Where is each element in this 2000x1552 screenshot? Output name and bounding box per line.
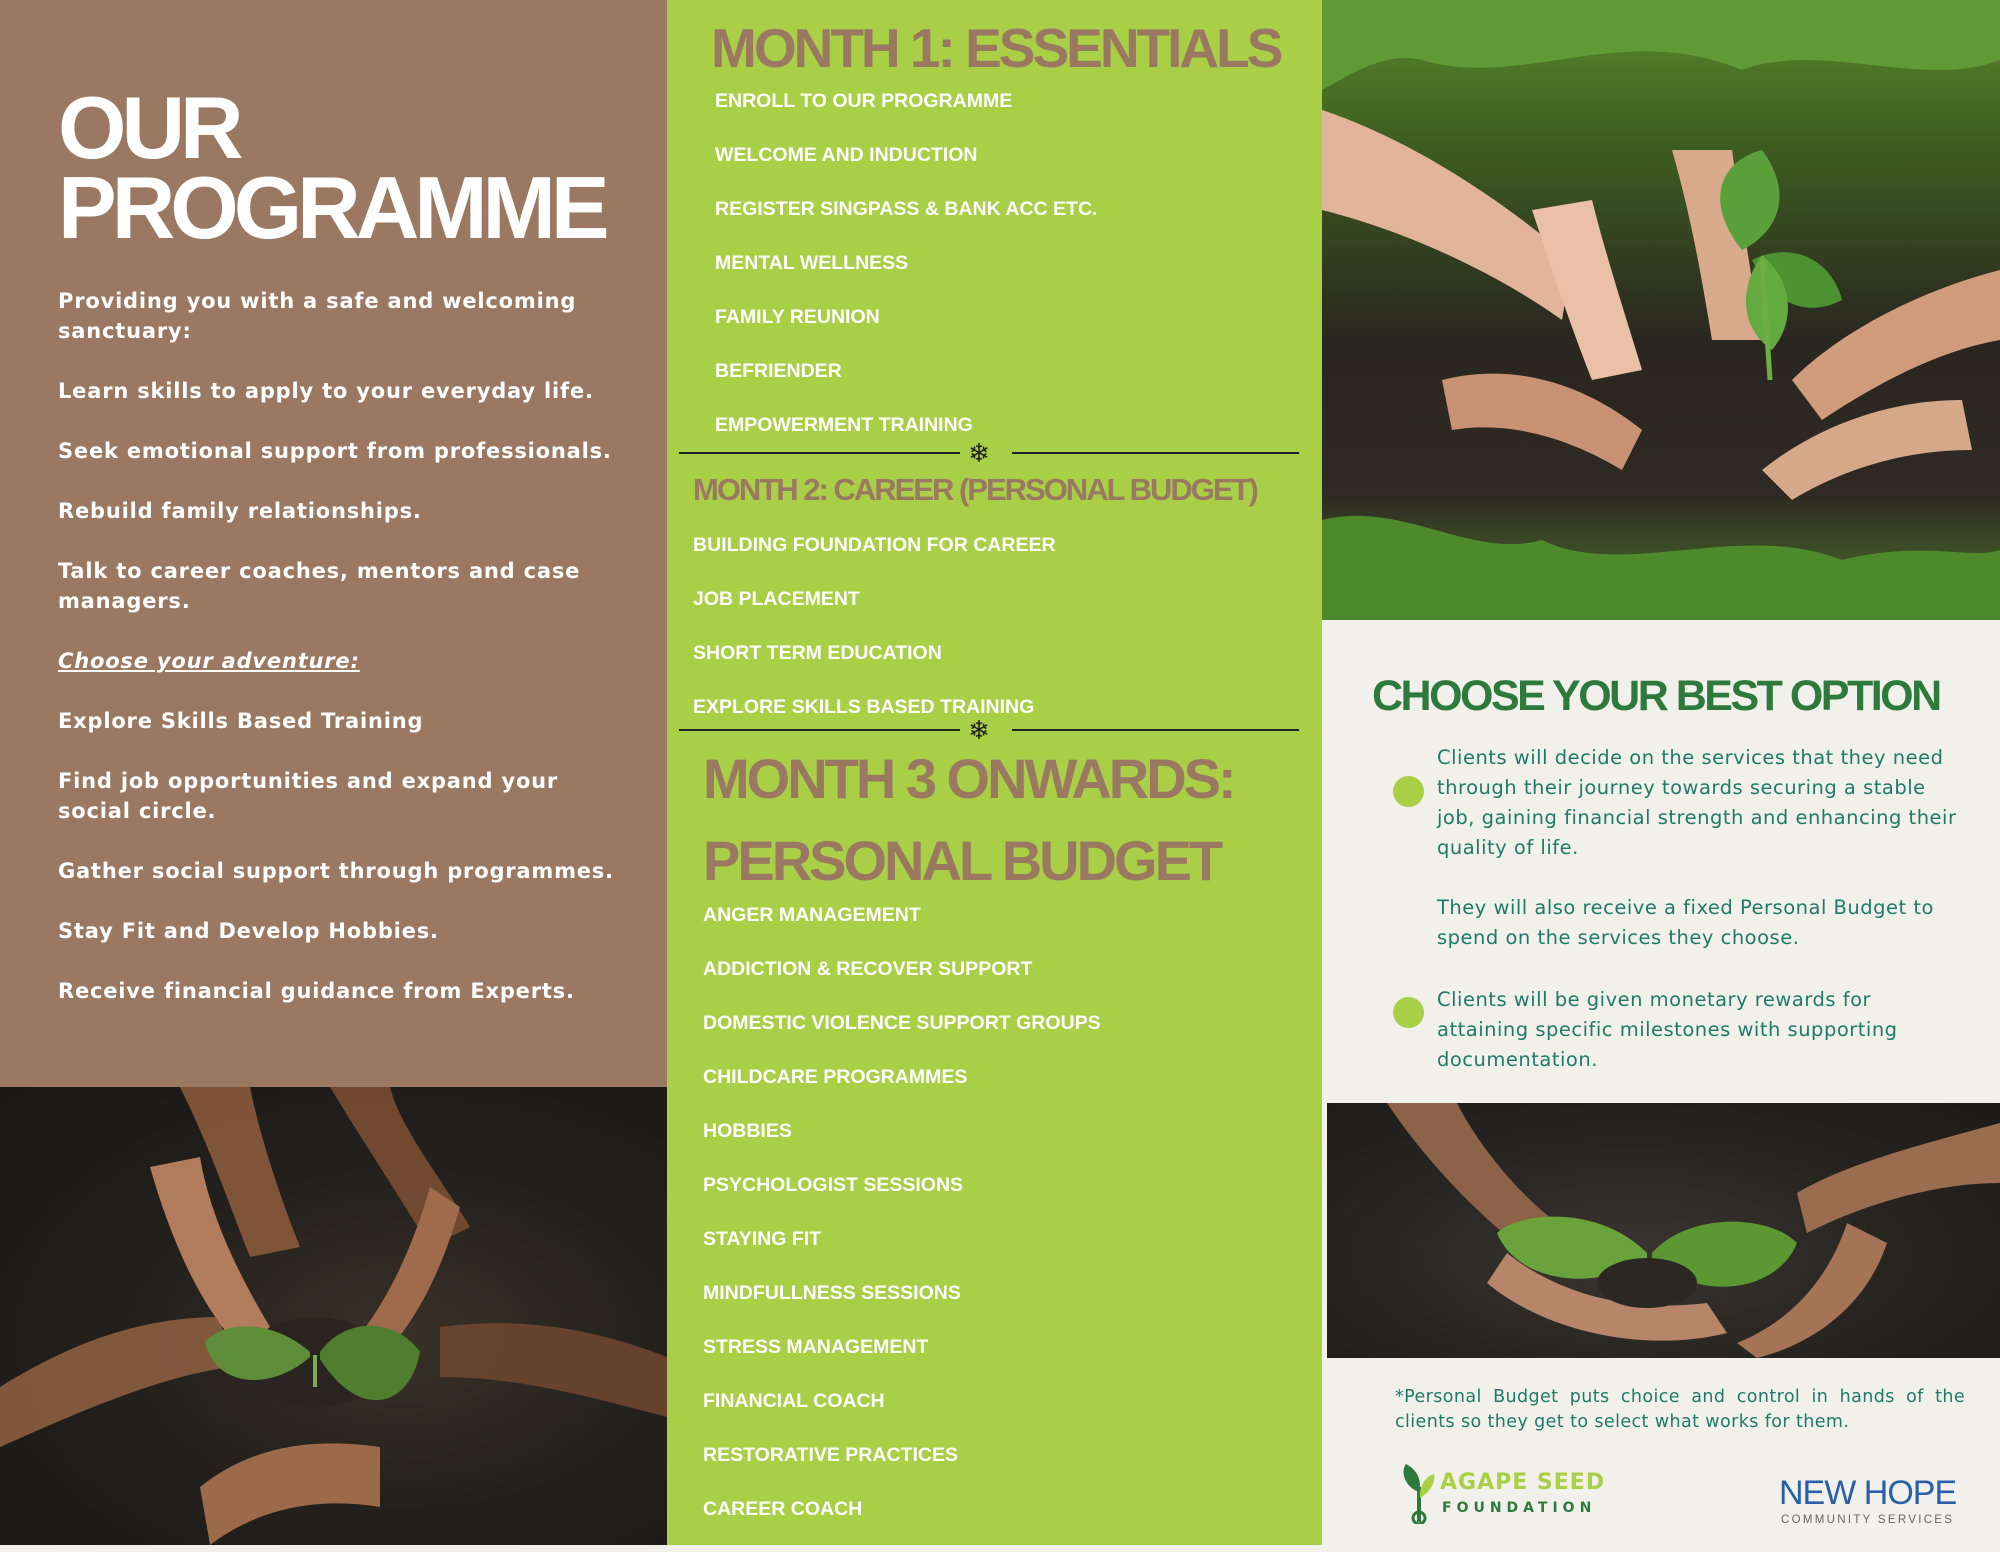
list-item: DOMESTIC VIOLENCE SUPPORT GROUPS [703, 1012, 1101, 1034]
adventure-heading: Choose your adventure: [58, 649, 360, 673]
middle-panel [667, 0, 1322, 1545]
intro-text: Providing you with a safe and welcoming sanctuary: [58, 289, 577, 343]
list-item: EXPLORE SKILLS BASED TRAINING [693, 696, 1035, 718]
option-1-budget-paragraph: They will also receive a fixed Personal Budget to spend on the services they choose. [1437, 896, 1934, 949]
list-item: FINANCIAL COACH [703, 1390, 885, 1412]
divider-line [1012, 729, 1299, 731]
right-panel [1322, 0, 2000, 1545]
list-item: EMPOWERMENT TRAINING [715, 414, 973, 436]
list-item: CAREER COACH [703, 1498, 863, 1520]
list-item: REGISTER SINGPASS & BANK ACC ETC. [715, 198, 1098, 220]
list-item: STAYING FIT [703, 1228, 822, 1250]
agape-seed-logo [1400, 1462, 1606, 1532]
divider-line [679, 729, 960, 731]
bullet-icon [1393, 997, 1424, 1028]
divider-line [1012, 452, 1299, 454]
list-item: PSYCHOLOGIST SESSIONS [703, 1174, 964, 1196]
list-item: RESTORATIVE PRACTICES [703, 1444, 958, 1466]
option-1-text [1437, 743, 1967, 953]
benefit-text: Rebuild family relationships. [58, 499, 422, 523]
title-line-1: OUR [58, 78, 239, 177]
snowflake-icon: ❄ [968, 438, 990, 468]
list-item: HOBBIES [703, 1120, 792, 1142]
seedling-logo-icon [1400, 1462, 1438, 1524]
option-2-paragraph: Clients will be given monetary rewards for attaining specific milestones with supporting documentation. [1437, 988, 1898, 1071]
hands-seedling-illustration [0, 1087, 667, 1545]
hands-seedling-photo [0, 1087, 667, 1545]
new-hope-name: NEW HOPE [1779, 1474, 1957, 1512]
bullet-icon [1393, 776, 1424, 807]
adventure-text: Receive financial guidance from Experts. [58, 979, 575, 1003]
list-item: ADDICTION & RECOVER SUPPORT [703, 958, 1033, 980]
list-item: WELCOME AND INDUCTION [715, 144, 978, 166]
benefit-text: Talk to career coaches, mentors and case managers. [58, 559, 581, 613]
list-item: FAMILY REUNION [715, 306, 880, 328]
adventure-text: Find job opportunities and expand your social circle. [58, 769, 559, 823]
list-item: STRESS MANAGEMENT [703, 1336, 929, 1358]
list-item: JOB PLACEMENT [693, 588, 860, 610]
new-hope-logo [1779, 1474, 1969, 1534]
month2-heading: MONTH 2: CAREER (PERSONAL BUDGET) [693, 472, 1257, 507]
agape-foundation-text: FOUNDATION [1442, 1500, 1597, 1516]
list-item: BEFRIENDER [715, 360, 842, 382]
new-hope-subtitle: COMMUNITY SERVICES [1781, 1514, 1955, 1526]
month1-heading: MONTH 1: ESSENTIALS [711, 17, 1281, 79]
adventure-text: Explore Skills Based Training [58, 709, 424, 733]
list-item: ENROLL TO OUR PROGRAMME [715, 90, 1013, 112]
snowflake-icon: ❄ [968, 715, 990, 745]
list-item: ANGER MANAGEMENT [703, 904, 921, 926]
list-item: CHILDCARE PROGRAMMES [703, 1066, 968, 1088]
option-1-paragraph: Clients will decide on the services that they need through their journey towards securing a stable job, gaining financial strength and enhancing their quality of life. [1437, 746, 1957, 859]
children-planting-illustration [1322, 0, 2000, 620]
section-divider [679, 438, 1299, 468]
month3-list [703, 904, 1101, 1552]
benefit-text: Learn skills to apply to your everyday life. [58, 379, 594, 403]
title-line-2: PROGRAMME [58, 158, 605, 257]
list-item: BUILDING FOUNDATION FOR CAREER [693, 534, 1056, 556]
list-item: SHORT TERM EDUCATION [693, 642, 942, 664]
left-panel [0, 0, 667, 1545]
hands-sprout-illustration [1327, 1103, 2000, 1358]
adventure-text: Gather social support through programmes. [58, 859, 614, 883]
programme-title [58, 78, 605, 257]
hands-sprout-photo [1327, 1103, 2000, 1358]
programme-description [58, 286, 628, 1036]
list-item: MINDFULLNESS SESSIONS [703, 1282, 961, 1304]
children-planting-photo [1322, 0, 2000, 620]
option-2-text [1437, 985, 1967, 1075]
month3-heading [703, 738, 1234, 902]
divider-line [679, 452, 960, 454]
list-item: MENTAL WELLNESS [715, 252, 909, 274]
personal-budget-note: *Personal Budget puts choice and control in hands of the clients so they get to select what works for them. [1395, 1387, 1965, 1432]
adventure-text: Stay Fit and Develop Hobbies. [58, 919, 439, 943]
agape-seed-name: AGAPE SEED [1440, 1470, 1606, 1495]
month3-heading-line-2: PERSONAL BUDGET [703, 829, 1221, 892]
best-option-title: CHOOSE YOUR BEST OPTION [1372, 672, 1940, 720]
benefit-text: Seek emotional support from professionals. [58, 439, 612, 463]
month3-heading-line-1: MONTH 3 ONWARDS: [703, 747, 1234, 810]
month1-list [715, 90, 1097, 468]
